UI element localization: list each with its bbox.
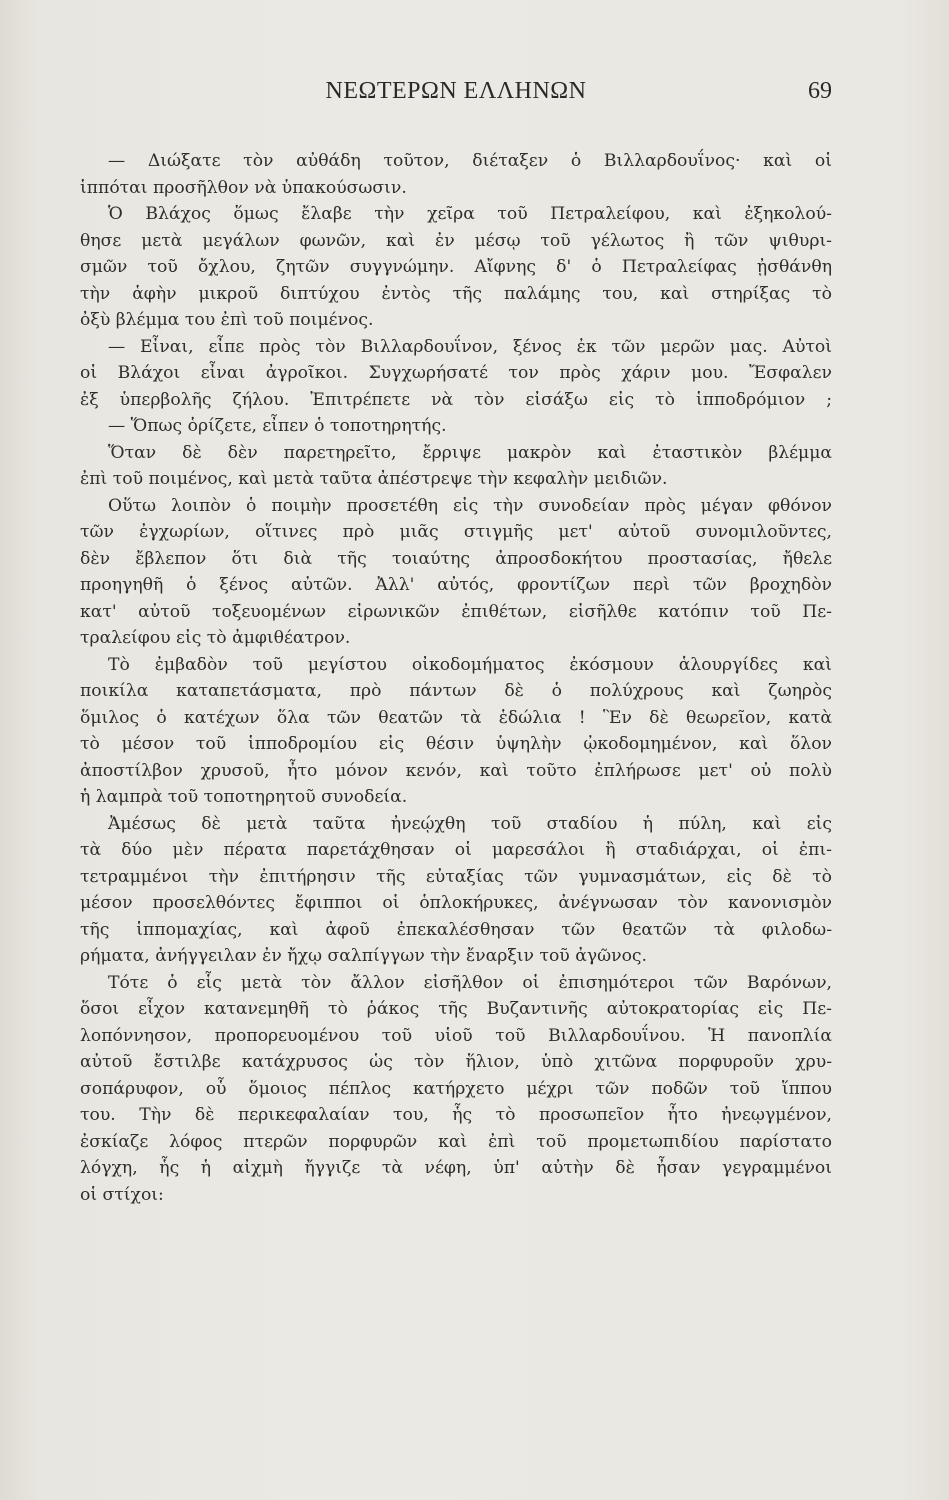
text-line: λόγχη, ἧς ἡ αἰχμὴ ἤγγιζε τὰ νέφη, ὑπ' αὐτὴν δὲ ἦσαν γεγραμμένοι (80, 1158, 832, 1178)
text-line: ἱππόται προσῆλθον νὰ ὑπακούσωσιν. (80, 177, 407, 198)
text-line: κατ' αὐτοῦ τοξευομένων εἰρωνικῶν ἐπιθέτων, εἰσῆλθε κατόπιν τοῦ Πε- (80, 601, 832, 622)
text-line: Ὁ Βλάχος ὅμως ἔλαβε τὴν χεῖρα τοῦ Πετραλείφου, καὶ ἐξηκολού- (108, 204, 832, 224)
text-line: ρήματα, ἀνήγγειλαν ἐν ἤχῳ σαλπίγγων τὴν ἔναρξιν τοῦ ἀγῶνος. (80, 946, 648, 966)
text-line: θησε μετὰ μεγάλων φωνῶν, καὶ ἐν μέσῳ τοῦ γέλωτος ἢ τῶν ψιθυρι- (80, 230, 832, 251)
text-line: Τότε ὁ εἷς μετὰ τὸν ἄλλον εἰσῆλθον οἱ ἐπισημότεροι τῶν Βαρόνων, (108, 972, 832, 993)
text-line: ποικίλα καταπετάσματα, πρὸ πάντων δὲ ὁ πολύχρους καὶ ζωηρὸς (80, 681, 832, 701)
text-line: μέσον προσελθόντες ἔφιπποι οἱ ὁπλοκήρυκες, ἀνέγνωσαν τὸν κανονισμὸν (80, 893, 832, 913)
text-line: ὅμιλος ὁ κατέχων ὅλα τῶν θεατῶν τὰ ἑδώλια ! Ἓν δὲ θεωρεῖον, κατὰ (80, 707, 832, 728)
text-line: τῆς ἱππομαχίας, καὶ ἀφοῦ ἐπεκαλέσθησαν τῶν θεατῶν τὰ φιλοδω- (80, 919, 832, 940)
text-line: — Ὅπως ὁρίζετε, εἶπεν ὁ τοποτηρητής. (108, 416, 447, 436)
text-line: ἀποστίλβον χρυσοῦ, ἦτο μόνον κενόν, καὶ τοῦτο ἐπλήρωσε μετ' οὐ πολὺ (80, 760, 832, 781)
text-line: — Διώξατε τὸν αὐθάδη τοῦτον, διέταξεν ὁ Βιλλαρδουΐνος· καὶ οἱ (108, 151, 832, 171)
text-line: προηγηθῆ ὁ ξένος αὐτῶν. Ἀλλ' αὐτός, φροντίζων περὶ τῶν βροχηδὸν (80, 575, 832, 595)
body-text (80, 148, 832, 1208)
text-line: ὅσοι εἶχον κατανεμηθῆ τὸ ῥάκος τῆς Βυζαντινῆς αὐτοκρατορίας εἰς Πε- (80, 999, 832, 1019)
text-line: τὰ δύο μὲν πέρατα παρετάχθησαν οἱ μαρεσάλοι ἢ σταδιάρχαι, οἱ ἐπι- (80, 840, 832, 860)
text-line: σοπάρυφον, οὗ ὅμοιος πέπλος κατήρχετο μέχρι τῶν ποδῶν τοῦ ἵππου (80, 1078, 832, 1099)
text-line: τὴν ἁφὴν μικροῦ διπτύχου ἐντὸς τῆς παλάμης του, καὶ στηρίξας τὸ (80, 283, 832, 304)
text-line: τετραμμένοι τὴν ἐπιτήρησιν τῆς εὐταξίας τῶν γυμνασμάτων, εἰς δὲ τὸ (80, 866, 832, 887)
text-line: ὀξὺ βλέμμα του ἐπὶ τοῦ ποιμένος. (80, 310, 374, 330)
text-line: του. Τὴν δὲ περικεφαλαίαν του, ἧς τὸ προσωπεῖον ἦτο ἠνεῳγμένον, (80, 1105, 832, 1125)
text-line: αὐτοῦ ἔστιλβε κατάχρυσος ὡς τὸν ἥλιον, ὑπὸ χιτῶνα πορφυροῦν χρυ- (80, 1052, 832, 1072)
page-header (80, 78, 832, 114)
text-line: ἐσκίαζε λόφος πτερῶν πορφυρῶν καὶ ἐπὶ τοῦ προμετωπιδίου παρίστατο (80, 1131, 832, 1152)
text-line: οἱ Βλάχοι εἶναι ἀγροῖκοι. Συγχωρήσατέ τον πρὸς χάριν μου. Ἔσφαλεν (80, 363, 832, 383)
text-line: ἐπὶ τοῦ ποιμένος, καὶ μετὰ ταῦτα ἀπέστρεψε τὴν κεφαλὴν μειδιῶν. (80, 469, 668, 489)
text-line: ἐξ ὑπερβολῆς ζήλου. Ἐπιτρέπετε νὰ τὸν εἰσάξω εἰς τὸ ἱπποδρόμιον ; (80, 389, 832, 410)
text-line: τραλείφου εἰς τὸ ἀμφιθέατρον. (80, 628, 351, 648)
text-line: Ἀμέσως δὲ μετὰ ταῦτα ἠνεῴχθη τοῦ σταδίου ἡ πύλη, καὶ εἰς (108, 813, 832, 834)
text-line: οἱ στίχοι: (80, 1184, 164, 1205)
page-number: 69 (808, 78, 832, 104)
text-line: τῶν ἐγχωρίων, οἵτινες πρὸ μιᾶς στιγμῆς μετ' αὐτοῦ συνομιλοῦντες, (80, 522, 832, 542)
text-line: δὲν ἔβλεπον ὅτι διὰ τῆς τοιαύτης ἀπροσδοκήτου προστασίας, ἤθελε (80, 548, 832, 569)
text-line: λοπόννησον, προπορευομένου τοῦ υἱοῦ τοῦ Βιλλαρδουΐνου. Ἡ πανοπλία (80, 1025, 832, 1046)
running-title: ΝΕΩΤΕΡΩΝ ΕΛΛΗΝΩΝ (325, 78, 587, 104)
text-line: — Εἶναι, εἶπε πρὸς τὸν Βιλλαρδουΐνον, ξένος ἐκ τῶν μερῶν μας. Αὐτοὶ (108, 336, 832, 357)
text-line: τὸ μέσον τοῦ ἱπποδρομίου εἰς θέσιν ὑψηλὴν ᾠκοδομημένον, καὶ ὅλον (80, 734, 832, 754)
text-line: ἡ λαμπρὰ τοῦ τοποτηρητοῦ συνοδεία. (80, 787, 408, 807)
text-line: Τὸ ἐμβαδὸν τοῦ μεγίστου οἰκοδομήματος ἐκόσμουν ἁλουργίδες καὶ (108, 654, 832, 675)
text-line: Οὕτω λοιπὸν ὁ ποιμὴν προσετέθη εἰς τὴν συνοδείαν πρὸς μέγαν φθόνον (108, 495, 832, 516)
text-line: σμῶν τοῦ ὄχλου, ζητῶν συγγνώμην. Αἴφνης δ' ὁ Πετραλείφας ᾐσθάνθη (80, 257, 832, 277)
text-line: Ὅταν δὲ δὲν παρετηρεῖτο, ἔρριψε μακρὸν καὶ ἐταστικὸν βλέμμα (108, 442, 832, 463)
